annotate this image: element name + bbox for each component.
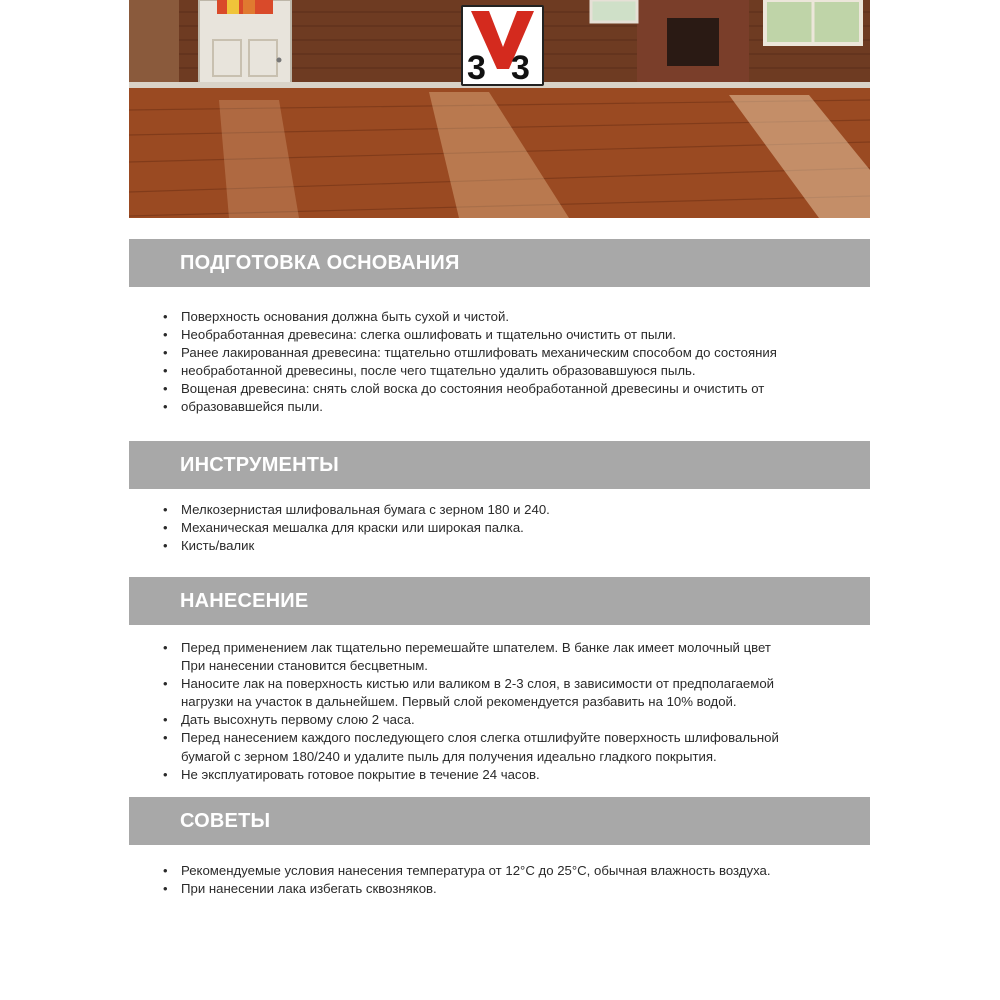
- section-header-tips: [129, 797, 870, 845]
- section-header-tools: [129, 441, 870, 489]
- section-header-preparation: [129, 239, 870, 287]
- list-item: • необработанной древесины, после чего тщательно удалить образовавшуюся пыль.: [163, 362, 843, 380]
- list-item: • Механическая мешалка для краски или широкая палка.: [163, 519, 843, 537]
- list-item: • При нанесении лака избегать сквозняков.: [163, 880, 843, 898]
- section-title: НАНЕСЕНИЕ: [180, 590, 309, 612]
- list-item-line: Перед применением лак тщательно перемешайте шпателем. В банке лак имеет молочный цвет: [181, 640, 771, 655]
- svg-text:3: 3: [511, 49, 530, 84]
- brand-logo: [461, 5, 544, 86]
- list-item: • Необработанная древесина: слегка ошлифовать и тщательно очистить от пыли.: [163, 326, 843, 344]
- hero-photo: [129, 0, 870, 218]
- list-item: [163, 711, 843, 729]
- tips-list: [163, 862, 843, 898]
- section-title: ПОДГОТОВКА ОСНОВАНИЯ: [180, 252, 460, 274]
- list-item: [163, 639, 843, 675]
- list-item: • образовавшейся пыли.: [163, 398, 843, 416]
- preparation-list: [163, 308, 843, 417]
- section-title: ИНСТРУМЕНТЫ: [180, 454, 339, 476]
- list-item-line: Перед нанесением каждого последующего слоя слегка отшлифуйте поверхность шлифовальной: [181, 730, 779, 746]
- application-list: [163, 639, 843, 784]
- tools-list: [163, 501, 843, 555]
- list-item-line: При нанесении становится бесцветным.: [181, 658, 428, 674]
- list-item: • Вощеная древесина: снять слой воска до состояния необработанной древесины и очистить от: [163, 380, 843, 398]
- list-item-line: Наносите лак на поверхность кистью или валиком в 2-3 слоя, в зависимости от предполагаемой: [181, 676, 775, 692]
- list-item: • Поверхность основания должна быть сухой и чистой.: [163, 308, 843, 326]
- list-item-line: бумагой с зерном 180/240 и удалите пыль для получения идеально гладкого покрытия.: [181, 748, 717, 764]
- svg-text:3: 3: [467, 49, 486, 84]
- list-item: [163, 766, 843, 784]
- list-item: [163, 675, 843, 711]
- section-title: СОВЕТЫ: [180, 810, 271, 832]
- v33-logo-mark: [463, 7, 542, 84]
- list-item-line: Не эксплуатировать готовое покрытие в течение 24 часов.: [181, 766, 540, 782]
- list-item: • Ранее лакированная древесина: тщательно отшлифовать механическим способом до состояния: [163, 344, 843, 362]
- list-item: [163, 729, 843, 765]
- list-item: • Рекомендуемые условия нанесения температура от 12°C до 25°C, обычная влажность воздуха.: [163, 862, 843, 880]
- section-header-application: [129, 577, 870, 625]
- list-item: • Мелкозернистая шлифовальная бумага с зерном 180 и 240.: [163, 501, 843, 519]
- list-item-line: нагрузки на участок в дальнейшем. Первый слой рекомендуется разбавить на 10% водой.: [181, 694, 737, 710]
- list-item: • Кисть/валик: [163, 537, 843, 555]
- list-item-line: Дать высохнуть первому слою 2 часа.: [181, 712, 415, 728]
